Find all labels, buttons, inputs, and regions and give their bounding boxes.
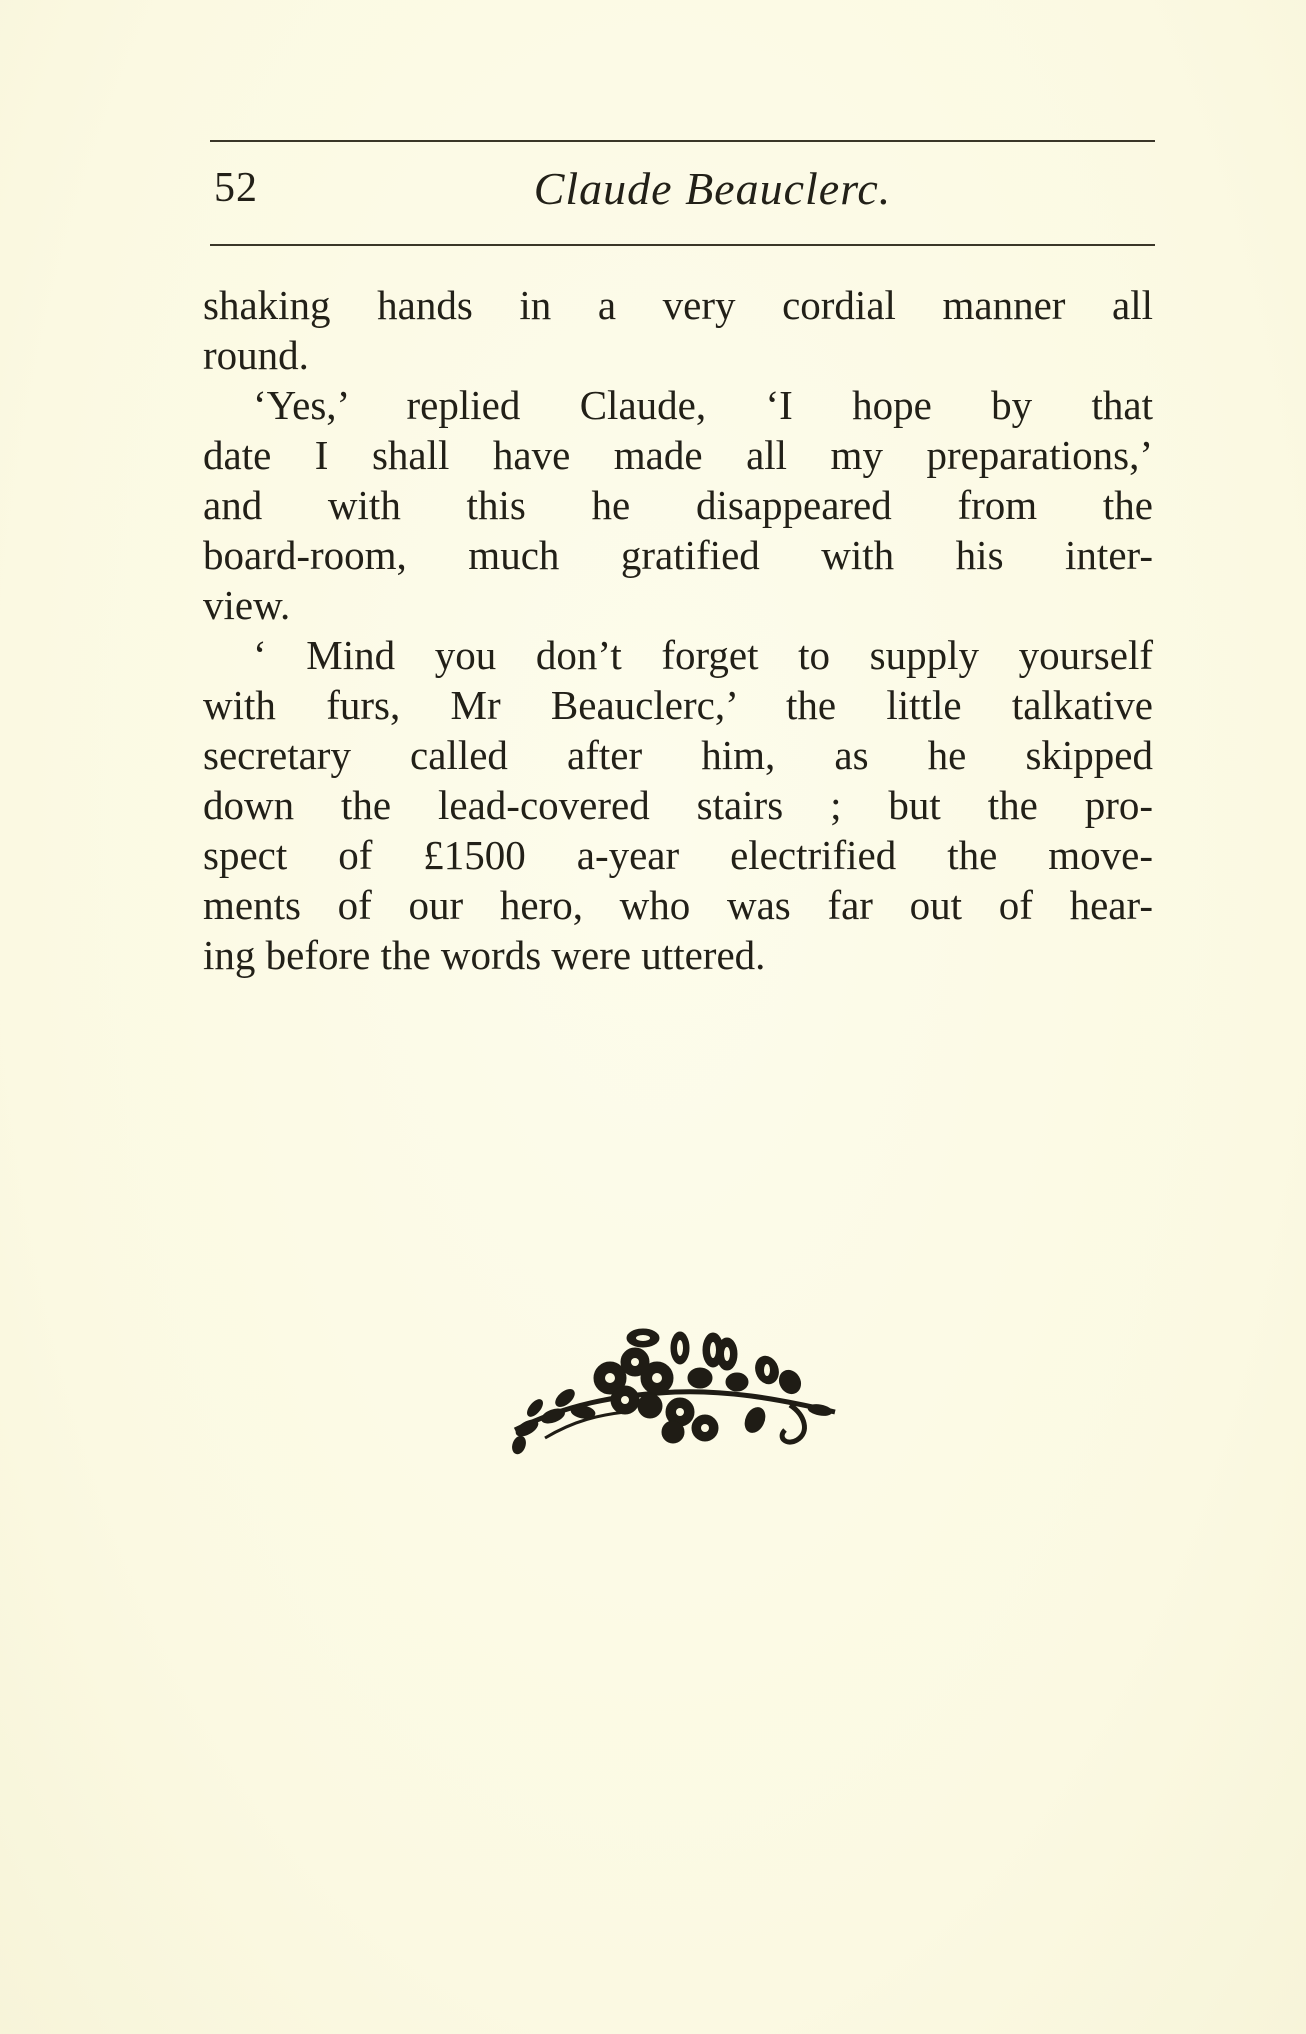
text-line: down the lead-covered stairs ; but the pro-: [203, 782, 1153, 828]
page-number: 52: [214, 165, 258, 211]
text-line: ments of our hero, who was far out of hear-: [203, 882, 1153, 928]
text-line: ‘Yes,’ replied Claude, ‘I hope by that: [253, 382, 1153, 428]
running-title: Claude Beauclerc.: [533, 163, 892, 214]
header-bottom-rule: [210, 244, 1155, 246]
text-line: with furs, Mr Beauclerc,’ the little talkative: [203, 682, 1153, 728]
text-line: secretary called after him, as he skipped: [203, 732, 1153, 778]
text-line: board-room, much gratified with his inter-: [203, 532, 1153, 578]
text-line: view.: [203, 582, 291, 628]
running-head: [210, 160, 1155, 230]
text-line: round.: [203, 332, 309, 378]
text-line: spect of £1500 a-year electrified the move-: [203, 832, 1153, 878]
text-line: ‘ Mind you don’t forget to supply yourself: [253, 632, 1153, 678]
text-line: ing before the words were uttered.: [203, 932, 766, 978]
text-line: and with this he disappeared from the: [203, 482, 1153, 528]
text-line: shaking hands in a very cordial manner all: [203, 282, 1153, 328]
floral-spray-icon: [505, 1320, 845, 1455]
body-text: [203, 280, 1153, 980]
header-top-rule: [210, 140, 1155, 142]
text-line: date I shall have made all my preparations,’: [203, 432, 1153, 478]
